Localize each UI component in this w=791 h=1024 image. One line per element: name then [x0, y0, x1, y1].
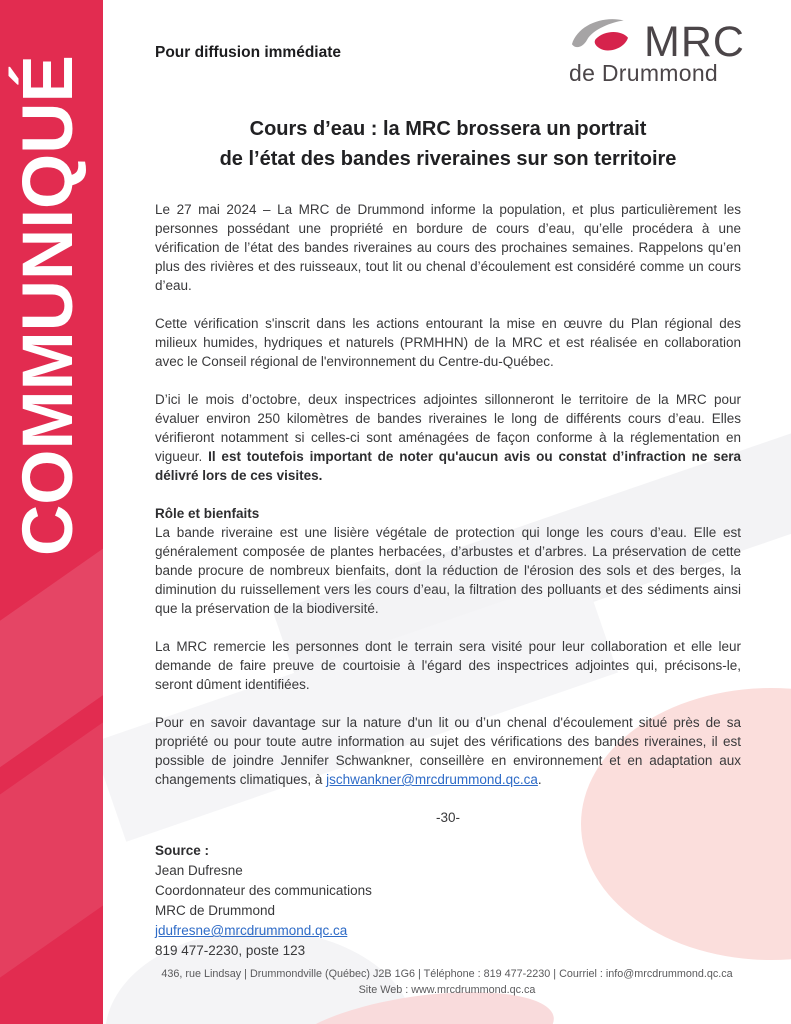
- document-footer: [103, 966, 791, 998]
- source-name: Jean Dufresne: [155, 863, 243, 878]
- contact-email-link[interactable]: jschwankner@mrcdrummond.qc.ca: [326, 772, 538, 787]
- mrc-drummond-logo: [569, 14, 745, 87]
- logo-brand-text: MRC: [644, 18, 745, 66]
- logo-top-row: [569, 14, 745, 66]
- paragraph-contact-text: Pour en savoir davantage sur la nature d'un lit ou d’un chenal d'écoulement situé près de sa propriété ou pour toute autre information au sujet des vérifications des bandes riveraines, il est possible de joindre Jennifer Schwankner, conseillère en environnement et en adaptation aux changements climatiques, à: [155, 715, 741, 787]
- footer-address-line: 436, rue Lindsay | Drummondville (Québec) J2B 1G6 | Téléphone : 819 477-2230 | Courriel : info@mrcdrummond.qc.ca: [161, 968, 733, 980]
- paragraph-contact-period: .: [537, 772, 542, 787]
- paragraph-inspection-regular: D’ici le mois d’octobre, deux inspectrices adjointes sillonneront le territoire de la MRC pour évaluer environ 250 kilomètres de bandes riveraines le long de différents cours d’eau. Elles vérifieront notamment si celles-ci sont aménagées de façon conforme à la réglementation en vigueur.: [155, 392, 741, 464]
- source-role: Coordonnateur des communications: [155, 883, 372, 898]
- source-label: Source :: [155, 843, 210, 858]
- paragraph-intro: Le 27 mai 2024 – La MRC de Drummond informe la population, et plus particulièrement les personnes possédant une propriété en bordure de cours d’eau, qu’elle procédera à une vérification de l’état des bandes riveraines au cours des prochaines semaines. Rappelons qu’en plus des rivières et des ruisseaux, tout lit ou chenal d’écoulement est considéré comme un cours d’eau.: [155, 202, 741, 293]
- logo-subtitle-text: de Drummond: [569, 60, 719, 86]
- communique-vertical-text: COMMUNIQUÉ: [9, 55, 88, 556]
- document-header: [155, 0, 745, 92]
- paragraph-contact: [155, 713, 741, 789]
- paragraph-inspection: [155, 390, 741, 485]
- mrc-swoosh-icon: [569, 14, 641, 60]
- title-line-1: Cours d’eau : la MRC brossera un portrait: [249, 118, 647, 140]
- source-block: [155, 841, 741, 961]
- page-title: [155, 114, 741, 174]
- paragraph-thanks: La MRC remercie les personnes dont le terrain sera visité pour leur collaboration et elle leur demande de faire preuve de courtoisie à l'égard des inspectrices adjointes qui, précisons-le, seront dûment identifiées.: [155, 639, 741, 692]
- release-statement: Pour diffusion immédiate: [155, 44, 342, 61]
- document-body: [103, 0, 791, 1024]
- title-line-2: de l’état des bandes riveraines sur son territoire: [219, 148, 677, 170]
- source-email-link[interactable]: jdufresne@mrcdrummond.qc.ca: [155, 923, 348, 938]
- article-text: [155, 200, 741, 827]
- paragraph-context: Cette vérification s'inscrit dans les actions entourant la mise en œuvre du Plan régional des milieux humides, hydriques et naturels (PRMHHN) de la MRC et est réalisée en collaboration avec le Conseil régional de l'environnement du Centre-du-Québec.: [155, 316, 741, 369]
- paragraph-inspection-bold: Il est toutefois important de noter qu'aucun avis ou constat d’infraction ne sera délivré lors de ces visites.: [155, 449, 741, 483]
- end-of-release-mark: -30-: [435, 810, 460, 825]
- footer-website-line: Site Web : www.mrcdrummond.qc.ca: [358, 984, 536, 996]
- source-organization: MRC de Drummond: [155, 903, 276, 918]
- source-phone: 819 477-2230, poste 123: [155, 943, 306, 958]
- paragraph-benefits: La bande riveraine est une lisière végétale de protection qui longe les cours d’eau. Elle est généralement composée de plantes herbacées, d’arbustes et d’arbres. La préservation de cette bande procure de nombreux bienfaits, dont la réduction de l'érosion des sols et des berges, la diminution du ruissellement vers les cours d’eau, la filtration des polluants et des sédiments ainsi que la préservation de la biodiversité.: [155, 525, 741, 616]
- section-heading: Rôle et bienfaits: [155, 506, 260, 521]
- communique-banner: [0, 0, 103, 1024]
